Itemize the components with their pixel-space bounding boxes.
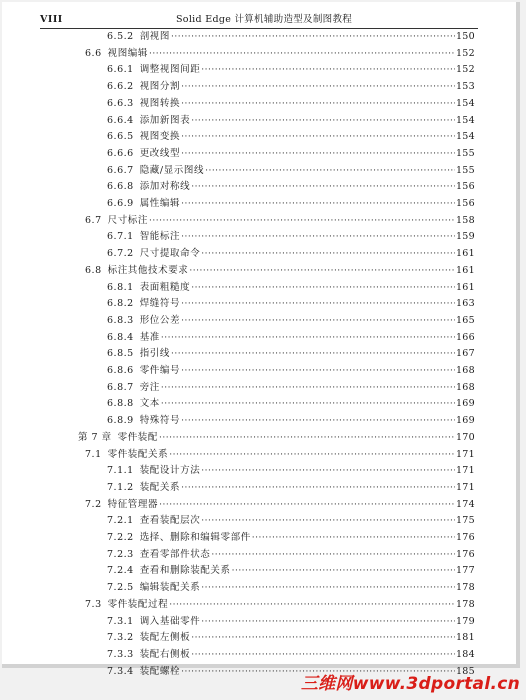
toc-dot-leader xyxy=(191,647,455,663)
toc-entry-page: 163 xyxy=(455,298,475,310)
toc-entry-title: 选择、删除和编辑零部件 xyxy=(139,532,251,543)
toc-entry[interactable] xyxy=(107,113,475,129)
toc-entry-page: 174 xyxy=(455,498,475,510)
toc-entry-number: 7.3.1 xyxy=(107,615,134,627)
toc-entry-title: 装配螺栓 xyxy=(139,665,181,677)
toc-entry-page: 153 xyxy=(455,81,475,93)
toc-entry-page: 168 xyxy=(455,381,475,393)
page-header xyxy=(40,13,480,27)
toc-entry-title: 表面粗糙度 xyxy=(139,281,191,293)
toc-dot-leader xyxy=(171,29,455,45)
toc-dot-leader xyxy=(191,630,455,646)
toc-entry-title: 特殊符号 xyxy=(139,415,181,427)
toc-entry[interactable] xyxy=(107,647,475,663)
toc-entry[interactable] xyxy=(107,280,475,296)
toc-entry-title: 属性编辑 xyxy=(139,198,181,209)
toc-entry-number: 6.6.2 xyxy=(107,81,134,93)
toc-entry-title: 装配关系 xyxy=(139,481,181,493)
toc-dot-leader xyxy=(181,96,455,112)
toc-entry-page: 161 xyxy=(455,281,475,293)
toc-entry-page: 185 xyxy=(455,665,475,677)
toc-entry-page: 175 xyxy=(455,515,475,527)
toc-dot-leader xyxy=(181,296,455,312)
toc-entry-page: 170 xyxy=(455,431,475,443)
toc-dot-leader xyxy=(181,229,455,245)
toc-dot-leader xyxy=(171,346,455,362)
toc-entry[interactable] xyxy=(107,563,475,579)
toc-entry-title: 添加对称线 xyxy=(139,181,191,193)
toc-entry[interactable] xyxy=(107,129,475,145)
toc-entry-number: 6.6.5 xyxy=(107,131,134,143)
toc-entry[interactable] xyxy=(85,447,475,463)
toc-dot-leader xyxy=(161,396,455,412)
toc-entry[interactable] xyxy=(107,96,475,112)
toc-entry-title: 形位公差 xyxy=(139,314,181,326)
toc-entry[interactable] xyxy=(107,363,475,379)
toc-entry-title: 添加新图表 xyxy=(139,114,191,126)
toc-entry-page: 154 xyxy=(455,114,475,126)
toc-entry-number: 7.1.1 xyxy=(107,465,134,477)
toc-entry-page: 156 xyxy=(455,198,475,209)
toc-entry[interactable] xyxy=(85,263,475,279)
toc-dot-leader xyxy=(161,380,455,396)
toc-dot-leader xyxy=(181,363,455,379)
toc-entry-title: 文本 xyxy=(139,398,160,410)
toc-entry-number: 6.6 xyxy=(85,47,102,59)
toc-entry-page: 159 xyxy=(455,231,475,243)
toc-entry-number: 7.3 xyxy=(85,598,102,610)
toc-dot-leader xyxy=(159,430,455,446)
toc-entry-number: 6.6.4 xyxy=(107,114,134,126)
toc-entry-number: 6.8.4 xyxy=(107,331,134,343)
toc-dot-leader xyxy=(191,280,455,296)
toc-entry-number: 6.6.3 xyxy=(107,97,134,109)
toc-entry-number: 6.8.7 xyxy=(107,381,134,393)
toc-dot-leader xyxy=(211,547,455,563)
toc-entry[interactable] xyxy=(85,213,475,229)
toc-entry-page: 150 xyxy=(455,31,475,42)
toc-entry[interactable] xyxy=(107,630,475,646)
toc-dot-leader xyxy=(181,313,455,329)
toc-entry-page: 152 xyxy=(455,47,475,59)
toc-entry-number: 6.6.9 xyxy=(107,198,134,209)
toc-dot-leader xyxy=(191,179,455,195)
toc-entry-number: 7.2.2 xyxy=(107,532,134,543)
book-title: Solid Edge 计算机辅助造型及制图教程 xyxy=(176,14,353,25)
toc-entry-number: 7.1.2 xyxy=(107,481,134,493)
toc-entry-page: 161 xyxy=(455,248,475,260)
toc-entry-page: 178 xyxy=(455,582,475,594)
toc-entry-number: 7.3.3 xyxy=(107,648,134,660)
toc-entry[interactable] xyxy=(107,547,475,563)
toc-entry-page: 155 xyxy=(455,164,475,176)
toc-entry-page: 166 xyxy=(455,331,475,343)
toc-entry[interactable] xyxy=(107,513,475,529)
toc-dot-leader xyxy=(201,246,455,262)
toc-entry-page: 155 xyxy=(455,147,475,159)
toc-entry[interactable] xyxy=(107,530,475,546)
toc-entry-title: 装配设计方法 xyxy=(139,465,201,477)
toc-entry[interactable] xyxy=(107,313,475,329)
toc-dot-leader xyxy=(181,146,455,162)
toc-entry-title: 基准 xyxy=(139,331,160,343)
toc-dot-leader xyxy=(161,330,455,346)
toc-entry-title: 调整视图间距 xyxy=(139,64,201,76)
toc-entry-number: 6.7 xyxy=(85,214,102,226)
toc-entry-number: 7.2 xyxy=(85,498,102,510)
toc-entry[interactable] xyxy=(107,146,475,162)
toc-entry-page: 171 xyxy=(455,465,475,477)
toc-entry-number: 6.8.3 xyxy=(107,314,134,326)
toc-entry-title: 查看零部件状态 xyxy=(139,548,211,560)
toc-entry-number: 6.8.5 xyxy=(107,348,134,360)
toc-entry[interactable] xyxy=(107,163,475,179)
toc-entry-title: 查看装配层次 xyxy=(139,515,201,527)
toc-dot-leader xyxy=(191,113,455,129)
watermark: 三维网www.3dportal.cn xyxy=(300,674,520,694)
toc-entry[interactable] xyxy=(107,229,475,245)
document-page xyxy=(2,2,520,677)
toc-entry[interactable] xyxy=(107,246,475,262)
toc-entry-page: 154 xyxy=(455,97,475,109)
toc-entry-title: 焊缝符号 xyxy=(139,298,181,310)
toc-entry-number: 7.3.4 xyxy=(107,665,134,677)
page-number: VIII xyxy=(40,14,63,25)
toc-entry[interactable] xyxy=(107,480,475,496)
toc-entry-title: 视图分割 xyxy=(139,81,181,93)
toc-dot-leader xyxy=(201,513,455,529)
toc-entry[interactable] xyxy=(107,413,475,429)
toc-entry-page: 161 xyxy=(455,264,475,276)
toc-entry[interactable] xyxy=(85,46,475,62)
toc-entry[interactable] xyxy=(107,62,475,78)
toc-dot-leader xyxy=(201,614,455,630)
toc-entry-page: 165 xyxy=(455,314,475,326)
toc-entry-page: 158 xyxy=(455,214,475,226)
toc-entry-title: 更改线型 xyxy=(139,147,181,159)
toc-entry-title: 尺寸提取命令 xyxy=(139,248,201,260)
toc-entry-page: 168 xyxy=(455,365,475,376)
toc-entry[interactable] xyxy=(107,396,475,412)
toc-entry-number: 6.8.1 xyxy=(107,281,134,293)
toc-entry-number: 6.7.1 xyxy=(107,231,134,243)
toc-entry-page: 184 xyxy=(455,648,475,660)
toc-entry-page: 152 xyxy=(455,64,475,76)
toc-dot-leader xyxy=(159,497,455,513)
toc-entry-title: 编辑装配关系 xyxy=(139,582,201,594)
toc-dot-leader xyxy=(252,530,455,546)
toc-entry-title: 旁注 xyxy=(139,381,160,393)
toc-entry[interactable] xyxy=(78,430,475,446)
toc-entry-title: 视图转换 xyxy=(139,97,181,109)
toc-entry[interactable] xyxy=(107,330,475,346)
toc-entry-page: 178 xyxy=(455,598,475,610)
toc-entry-title: 装配右侧板 xyxy=(139,648,191,660)
toc-entry[interactable] xyxy=(85,497,475,513)
toc-entry-number: 6.6.8 xyxy=(107,181,134,193)
toc-entry-page: 171 xyxy=(455,481,475,493)
toc-dot-leader xyxy=(169,597,455,613)
toc-entry-number: 6.6.1 xyxy=(107,64,134,76)
toc-entry-number: 6.6.7 xyxy=(107,164,134,176)
toc-entry-title: 剖视图 xyxy=(139,31,170,42)
toc-entry-page: 169 xyxy=(455,415,475,427)
toc-entry-title: 视图变换 xyxy=(139,131,181,143)
toc-entry-number: 6.8 xyxy=(85,264,102,276)
toc-entry[interactable] xyxy=(85,597,475,613)
toc-dot-leader xyxy=(205,163,455,179)
toc-entry-number: 6.7.2 xyxy=(107,248,134,260)
toc-entry[interactable] xyxy=(107,346,475,362)
toc-dot-leader xyxy=(149,46,455,62)
toc-dot-leader xyxy=(181,129,455,145)
toc-entry-page: 177 xyxy=(455,565,475,577)
toc-entry[interactable] xyxy=(107,296,475,312)
toc-dot-leader xyxy=(189,263,455,279)
toc-entry-number: 7.3.2 xyxy=(107,632,134,644)
toc-entry[interactable] xyxy=(107,79,475,95)
toc-entry-title: 零件装配关系 xyxy=(107,448,169,460)
toc-entry-number: 6.8.9 xyxy=(107,415,134,427)
toc-entry-title: 调入基础零件 xyxy=(139,615,201,627)
toc-entry-page: 156 xyxy=(455,181,475,193)
toc-dot-leader xyxy=(149,213,455,229)
toc-dot-leader xyxy=(201,580,455,596)
toc-entry-number: 7.2.5 xyxy=(107,582,134,594)
toc-entry-number: 6.8.8 xyxy=(107,398,134,410)
toc-entry-page: 176 xyxy=(455,532,475,543)
toc-entry-page: 176 xyxy=(455,548,475,560)
toc-entry-number: 7.2.1 xyxy=(107,515,134,527)
toc-entry[interactable] xyxy=(107,580,475,596)
toc-entry-number: 6.6.6 xyxy=(107,147,134,159)
toc-entry-title: 零件装配 xyxy=(117,431,158,443)
toc-entry-title: 指引线 xyxy=(139,348,170,360)
toc-entry-title: 装配左侧板 xyxy=(139,632,191,644)
toc-entry-number: 7.1 xyxy=(85,448,102,460)
toc-entry[interactable] xyxy=(107,29,475,45)
toc-dot-leader xyxy=(232,563,455,579)
toc-entry-title: 尺寸标注 xyxy=(107,214,149,226)
toc-entry-title: 特征管理器 xyxy=(107,498,159,510)
toc-entry-title: 查看和删除装配关系 xyxy=(139,565,231,577)
toc-entry-number: 6.8.6 xyxy=(107,365,134,376)
toc-dot-leader xyxy=(181,413,455,429)
toc-entry-page: 179 xyxy=(455,615,475,627)
toc-entry-page: 154 xyxy=(455,131,475,143)
toc-entry-number: 6.8.2 xyxy=(107,298,134,310)
toc-entry-page: 181 xyxy=(455,632,475,644)
toc-entry-number: 第 7 章 xyxy=(78,431,112,443)
toc-entry-page: 167 xyxy=(455,348,475,360)
toc-entry-title: 智能标注 xyxy=(139,231,181,243)
toc-entry-page: 171 xyxy=(455,448,475,460)
toc-dot-leader xyxy=(169,447,455,463)
toc-entry-page: 169 xyxy=(455,398,475,410)
toc-dot-leader xyxy=(201,463,455,479)
toc-entry[interactable] xyxy=(107,196,475,212)
toc-dot-leader xyxy=(181,79,455,95)
toc-entry-title: 标注其他技术要求 xyxy=(107,264,189,276)
toc-entry-title: 零件编号 xyxy=(139,365,181,376)
toc-entry[interactable] xyxy=(107,614,475,630)
toc-dot-leader xyxy=(181,196,455,212)
toc-entry-number: 6.5.2 xyxy=(107,31,134,42)
toc-entry-title: 视图编辑 xyxy=(107,47,149,59)
toc-entry[interactable] xyxy=(107,463,475,479)
toc-dot-leader xyxy=(201,62,455,78)
toc-entry[interactable] xyxy=(107,179,475,195)
toc-entry-number: 7.2.4 xyxy=(107,565,134,577)
toc-entry[interactable] xyxy=(107,380,475,396)
toc-dot-leader xyxy=(181,480,455,496)
toc-entry-number: 7.2.3 xyxy=(107,548,134,560)
toc-entry-title: 零件装配过程 xyxy=(107,598,169,610)
toc-entry-title: 隐藏/显示图线 xyxy=(139,164,205,176)
